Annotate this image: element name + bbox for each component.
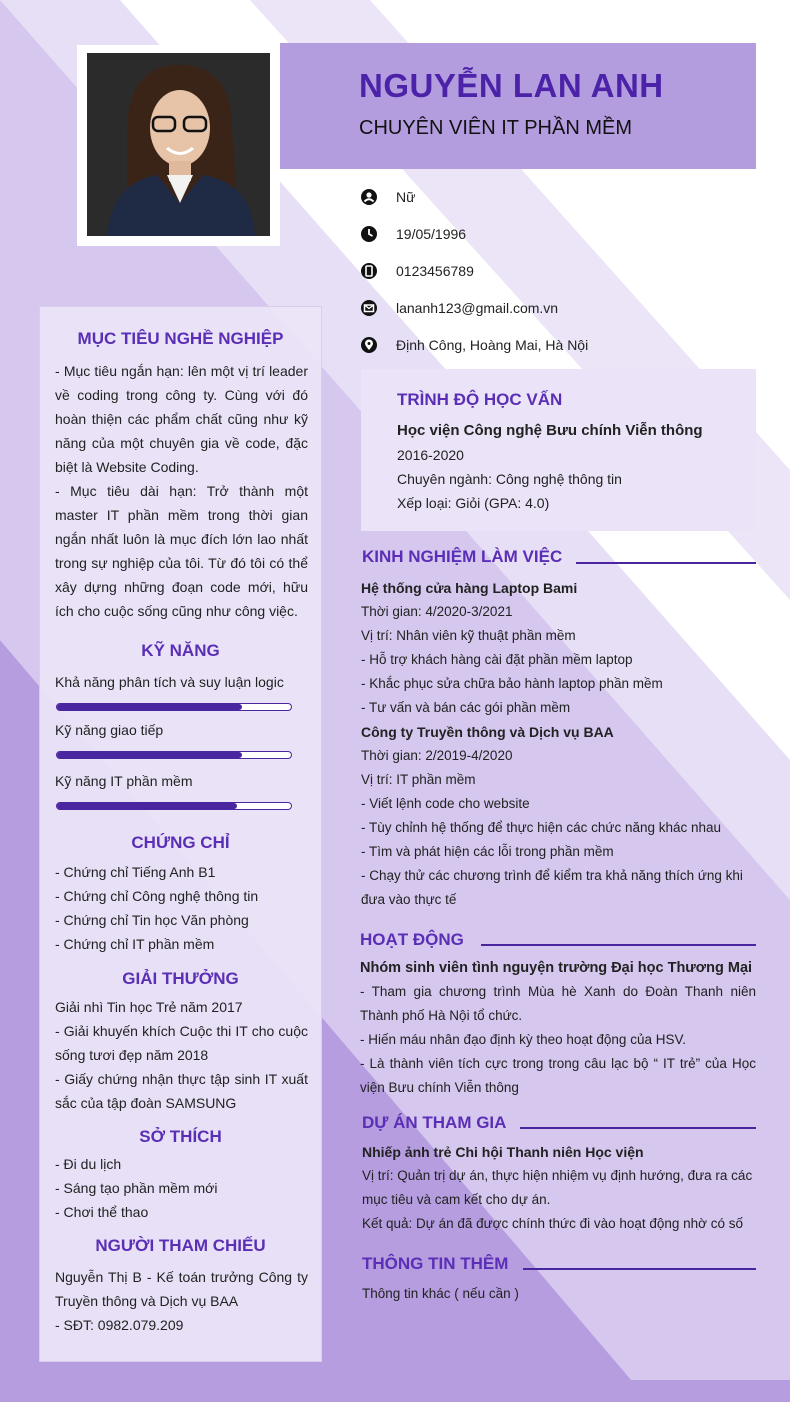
skills-heading: KỸ NĂNG xyxy=(141,641,220,660)
list-item: - Chứng chỉ IT phần mềm xyxy=(55,936,215,952)
job-company: Công ty Truyền thông và Dịch vụ BAA xyxy=(361,724,614,740)
profile-photo xyxy=(87,53,270,236)
skill-bar-fill xyxy=(57,803,237,809)
skill-bar-fill xyxy=(57,704,242,710)
list-item: - Chứng chỉ Tin học Văn phòng xyxy=(55,912,249,928)
school-years: 2016-2020 xyxy=(397,447,464,463)
objective-heading: MỤC TIÊU NGHỀ NGHIỆP xyxy=(77,329,284,348)
contact-address xyxy=(360,326,760,363)
project-result: Kết quả: Dự án đã được chính thức đi vào hoạt động nhờ có số xyxy=(362,1216,744,1231)
references-text xyxy=(55,1265,308,1337)
experience-divider xyxy=(576,562,756,564)
hobbies-heading: SỞ THÍCH xyxy=(139,1127,222,1146)
job-task: - Khắc phục sửa chữa bảo hành laptop phần mềm xyxy=(361,676,663,691)
projects-heading: DỰ ÁN THAM GIA xyxy=(362,1113,507,1132)
user-icon xyxy=(360,188,378,206)
activity-item: - Tham gia chương trình Mùa hè Xanh do Đoàn Thanh niên Thành phố Hà Nội tổ chức. xyxy=(360,984,756,1023)
awards-heading: GIẢI THƯỞNG xyxy=(122,969,239,988)
list-item: - Chứng chỉ Công nghệ thông tin xyxy=(55,888,259,904)
projects-divider xyxy=(520,1127,756,1129)
contact-birthday xyxy=(360,215,760,252)
job-task: - Viết lệnh code cho website xyxy=(361,796,530,811)
hobbies-list xyxy=(55,1152,308,1224)
contact-phone xyxy=(360,252,760,289)
certificates-list xyxy=(55,860,308,956)
job-task: - Chạy thử các chương trình để kiểm tra khả năng thích ứng khi đưa vào thực tế xyxy=(361,868,743,907)
activities-heading: HOẠT ĐỘNG xyxy=(360,930,464,949)
extra-heading: THÔNG TIN THÊM xyxy=(362,1254,509,1273)
skill-label: Kỹ năng IT phần mềm xyxy=(55,773,193,789)
references-heading: NGƯỜI THAM CHIẾU xyxy=(95,1236,266,1255)
experience-body xyxy=(361,576,761,912)
name-banner xyxy=(280,43,756,169)
job-company: Hệ thống cửa hàng Laptop Bami xyxy=(361,580,578,596)
contact-value: Định Công, Hoàng Mai, Hà Nội xyxy=(396,336,589,353)
profile-photo-frame xyxy=(77,45,280,246)
school-name: Học viện Công nghệ Bưu chính Viễn thông xyxy=(397,422,703,439)
reference-phone: - SĐT: 0982.079.209 xyxy=(55,1317,184,1333)
job-task: - Tư vấn và bán các gói phần mềm xyxy=(361,700,571,715)
activities-body xyxy=(360,956,756,1100)
projects-body xyxy=(362,1140,756,1236)
objective-short: - Mục tiêu ngắn hạn: lên một vị trí leader về coding trong công ty. Cùng với đó hoàn thiện các phẩm chất cũng như kỹ năng của một chuyên gia về code, đặc biệt là Website Coding. xyxy=(55,363,308,475)
reference-name: Nguyễn Thị B - Kế toán trưởng Công ty Truyền thông và Dịch vụ BAA xyxy=(55,1269,308,1309)
contact-email xyxy=(360,289,760,326)
contact-value: 0123456789 xyxy=(396,262,474,279)
contact-value: lananh123@gmail.com.vn xyxy=(396,299,559,316)
job-time: Thời gian: 4/2020-3/2021 xyxy=(361,604,513,619)
school-major: Chuyên ngành: Công nghệ thông tin xyxy=(397,471,622,487)
job-task: - Tìm và phát hiện các lỗi trong phần mềm xyxy=(361,844,614,859)
skill-bar xyxy=(56,751,292,759)
skill-bar-fill xyxy=(57,752,242,758)
skill-bar xyxy=(56,703,292,711)
project-name: Nhiếp ảnh trẻ Chi hội Thanh niên Học viện xyxy=(362,1144,644,1160)
skill-label: Kỹ năng giao tiếp xyxy=(55,722,164,738)
certificates-heading: CHỨNG CHỈ xyxy=(131,833,230,852)
skill-label: Khả năng phân tích và suy luận logic xyxy=(55,674,284,690)
list-item: - Chứng chỉ Tiếng Anh B1 xyxy=(55,864,216,880)
education-body xyxy=(397,419,703,515)
person-name: NGUYỄN LAN ANH xyxy=(359,67,664,104)
job-title: CHUYÊN VIÊN IT PHẦN MỀM xyxy=(359,117,632,139)
activity-item: - Là thành viên tích cực trong trong câu lạc bộ “ IT trẻ” của Học viện Bưu chính Viễn thông xyxy=(360,1056,756,1095)
contact-value: Nữ xyxy=(396,188,416,205)
mail-icon xyxy=(360,299,378,317)
awards-list xyxy=(55,995,308,1115)
location-icon xyxy=(360,336,378,354)
list-item: - Chơi thể thao xyxy=(55,1204,149,1220)
objective-long: - Mục tiêu dài hạn: Trở thành một master IT phần mềm trong thời gian ngắn nhất luôn là mục đích lớn lao nhất trong sự nghiệp của tôi. Từ đó tôi có thể xây dựng những đoạn code mới, hữu ích cho cuộc sống cũng như công việc. xyxy=(55,483,308,619)
objective-text xyxy=(55,359,308,623)
contact-list xyxy=(360,178,760,363)
education-section xyxy=(361,369,756,531)
job-task: - Hỗ trợ khách hàng cài đặt phần mềm laptop xyxy=(361,652,633,667)
left-column xyxy=(39,306,322,1362)
phone-icon xyxy=(360,262,378,280)
list-item: - Giải khuyến khích Cuộc thi IT cho cuộc sống tươi đẹp năm 2018 xyxy=(55,1023,308,1063)
experience-heading: KINH NGHIỆM LÀM VIỆC xyxy=(362,547,563,566)
job-time: Thời gian: 2/2019-4/2020 xyxy=(361,748,513,763)
activity-org: Nhóm sinh viên tình nguyện trường Đại học Thương Mại xyxy=(360,960,753,976)
contact-value: 19/05/1996 xyxy=(396,225,467,242)
job-task: - Tùy chỉnh hệ thống để thực hiện các chức năng khác nhau xyxy=(361,820,722,835)
clock-icon xyxy=(360,225,378,243)
list-item: - Đi du lịch xyxy=(55,1156,122,1172)
list-item: Giải nhì Tin học Trẻ năm 2017 xyxy=(55,999,243,1015)
list-item: - Giấy chứng nhận thực tập sinh IT xuất sắc của tập đoàn SAMSUNG xyxy=(55,1071,308,1111)
job-position: Vị trí: Nhân viên kỹ thuật phần mềm xyxy=(361,628,576,643)
extra-text: Thông tin khác ( nếu cần ) xyxy=(362,1286,519,1301)
education-heading: TRÌNH ĐỘ HỌC VẤN xyxy=(397,390,563,409)
extra-divider xyxy=(523,1268,756,1270)
activities-divider xyxy=(481,944,756,946)
list-item: - Sáng tạo phần mềm mới xyxy=(55,1180,218,1196)
school-grade: Xếp loại: Giỏi (GPA: 4.0) xyxy=(397,495,550,511)
contact-gender xyxy=(360,178,760,215)
skill-bar xyxy=(56,802,292,810)
project-role: Vị trí: Quản trị dự án, thực hiện nhiệm vụ định hướng, đưa ra các mục tiêu và cam kết cho dự án. xyxy=(362,1168,753,1207)
job-position: Vị trí: IT phần mềm xyxy=(361,772,476,787)
activity-item: - Hiến máu nhân đạo định kỳ theo hoạt động của HSV. xyxy=(360,1032,686,1047)
